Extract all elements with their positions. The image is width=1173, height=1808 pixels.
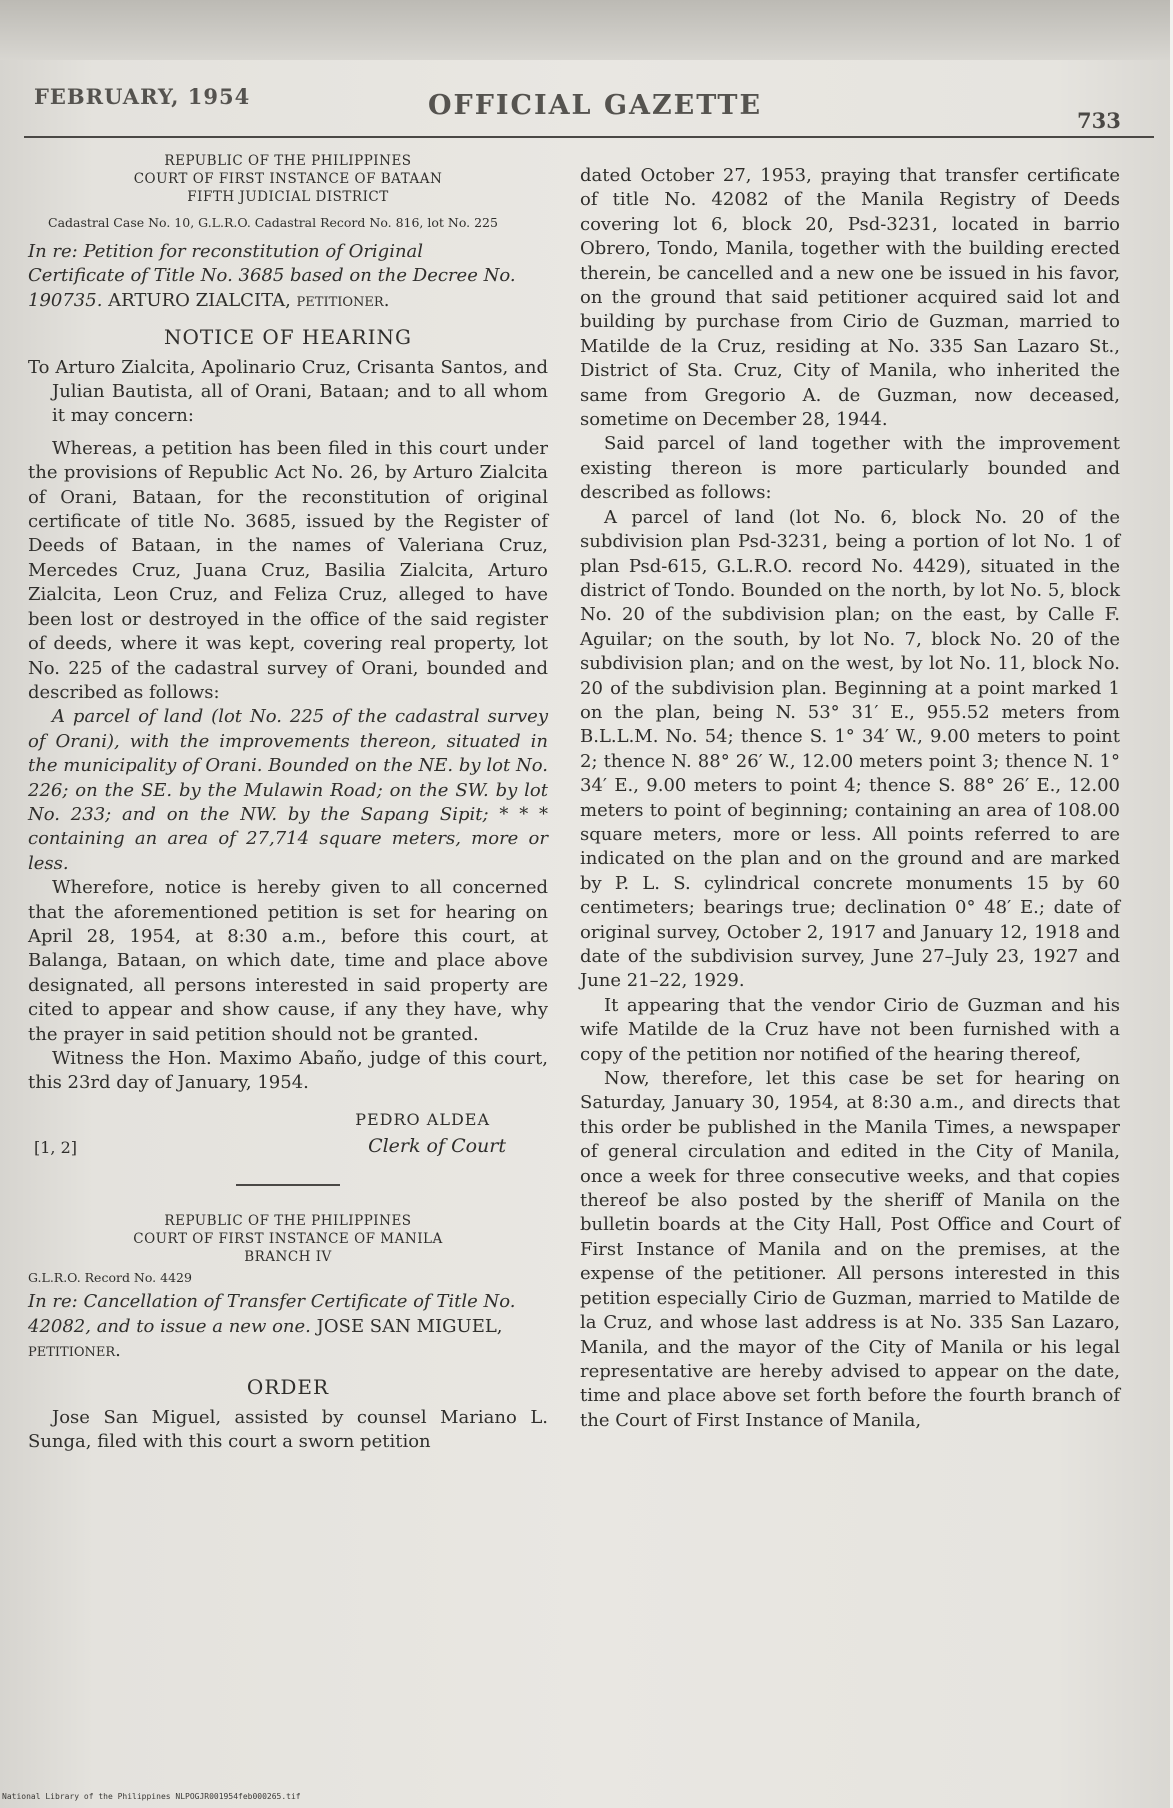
notice-address: To Arturo Zialcita, Apolinario Cruz, Crisanta Santos, and Julian Bautista, all of Orani, Bataan; and to all whom it may concern: <box>28 356 548 427</box>
petitioner: JOSE SAN MIGUEL, petitioner. <box>28 1315 503 1362</box>
header-rule <box>24 136 1154 138</box>
in-re-text: In re: Petition for reconstitution of Original Certificate of Title No. 3685 based on the Decree No. 190735. <box>28 241 516 311</box>
left-column <box>28 152 548 1455</box>
section-divider <box>236 1184 340 1186</box>
in-re-caption <box>28 1290 548 1363</box>
body-paragraph: Witness the Hon. Maximo Abaño, judge of this court, this 23rd day of January, 1954. <box>28 1048 548 1094</box>
body-paragraph: Whereas, a petition has been filed in this court under the provisions of Republic Act No. 26, by Arturo Zialcita of Orani, Bataan, for the reconstitution of original certificate of title No. 3685, issued by the Register of Deeds of Bataan, in the names of Valeriana Cruz, Mercedes Cruz, Juana Cruz, Basilia Zialcita, Arturo Zialcita, Leon Cruz, and Feliza Cruz, alleged to have been lost or destroyed in the office of the said register of deeds, where it was kept, covering real property, lot No. 225 of the cadastral survey of Orani, bounded and described as follows: <box>28 437 548 703</box>
body-paragraph: Jose San Miguel, assisted by counsel Mariano L. Sunga, filed with this court a sworn petition <box>28 1406 548 1453</box>
header-title: OFFICIAL GAZETTE <box>428 90 763 121</box>
court-line: REPUBLIC OF THE PHILIPPINES <box>164 1212 412 1229</box>
page-number: 733 <box>1077 108 1121 133</box>
right-column <box>580 164 1120 1433</box>
petitioner: ARTURO ZIALCITA, petitioner. <box>108 289 390 311</box>
publication-reference: [1, 2] <box>34 1137 78 1157</box>
signature-block <box>28 1108 548 1168</box>
body-paragraph: Now, therefore, let this case be set for hearing on Saturday, January 30, 1954, at 8:30 a.m., and directs that this order be published in the Manila Times, a newspaper of general circulation and edited in the City of Manila, once a week for three consecutive weeks, and that copies thereof be also posted by the sheriff of Manila on the bulletin boards at the City Hall, Post Office and Court of First Instance of Manila and on the premises, at the expense of the petitioner. All persons interested in this petition especially Cirio de Guzman, married to Matilde de la Cruz, and whose last address is at No. 335 San Lazaro, Manila, and the mayor of the City of Manila or his legal representative are hereby advised to appear on the date, time and place above set forth before the fourth branch of the Court of First Instance of Manila, <box>580 1068 1120 1431</box>
court-line: REPUBLIC OF THE PHILIPPINES <box>164 153 412 169</box>
scan-top-shadow <box>0 0 1173 60</box>
court-line: COURT OF FIRST INSTANCE OF MANILA <box>133 1230 443 1247</box>
court-line: COURT OF FIRST INSTANCE OF BATAAN <box>133 171 443 187</box>
notice-title: NOTICE OF HEARING <box>164 325 412 350</box>
in-re-caption <box>28 240 548 313</box>
case-reference: Cadastral Case No. 10, G.L.R.O. Cadastral Record No. 816, lot No. 225 <box>48 215 498 230</box>
record-number: G.L.R.O. Record No. 4429 <box>28 1269 192 1285</box>
body-paragraph: Said parcel of land together with the improvement existing thereon is more particularly bounded and described as follows: <box>580 433 1120 504</box>
body-paragraph: Wherefore, notice is hereby given to all concerned that the aforementioned petition is set for hearing on April 28, 1954, at 8:30 a.m., before this court, at Balanga, Bataan, on which date, time and place above designated, all persons interested in said property are cited to appear and show cause, if any they have, why the prayer in said petition should not be granted. <box>28 877 548 1045</box>
court-line: FIFTH JUDICIAL DISTRICT <box>187 189 389 205</box>
body-paragraph: A parcel of land (lot No. 225 of the cadastral survey of Orani), with the improvements thereon, situated in the municipality of Orani. Bounded on the NE. by lot No. 226; on the SE. by the Mulawin Road; on the SW. by lot No. 233; and on the NW. by the Sapang Sipit; * * * containing an area of 27,714 square meters, more or less. <box>28 706 548 874</box>
signer-title: Clerk of Court <box>368 1134 506 1157</box>
body-paragraph: A parcel of land (lot No. 6, block No. 20 of the subdivision plan Psd-3231, being a portion of lot No. 1 of plan Psd-615, G.L.R.O. record No. 4429), situated in the district of Tondo. Bounded on the north, by lot No. 5, block No. 20 of the subdivision plan; on the east, by Calle F. Aguilar; on the south, by lot No. 7, block No. 20 of the subdivision plan; and on the west, by lot No. 11, block No. 20 of the subdivision plan. Beginning at a point marked 1 on the plan, being N. 53° 31′ E., 955.52 meters from B.L.L.M. No. 54; thence S. 1° 34′ W., 9.00 meters to point 2; thence N. 88° 26′ W., 12.00 meters point 3; thence N. 1° 34′ E., 9.00 meters to point 4; thence S. 88° 26′ E., 12.00 meters to point of beginning; containing an area of 108.00 square meters, more or less. All points referred to are indicated on the plan and on the ground and are marked by P. L. S. cylindrical concrete monuments 15 by 60 centimeters; bearings true; declination 0° 48′ E.; date of original survey, October 2, 1917 and January 12, 1918 and date of the subdivision survey, June 27–July 23, 1927 and June 21–22, 1929. <box>580 506 1120 992</box>
body-paragraph: It appearing that the vendor Cirio de Guzman and his wife Matilde de la Cruz have not been furnished with a copy of the petition nor notified of the hearing thereof, <box>580 994 1120 1065</box>
court-line: BRANCH IV <box>244 1248 332 1265</box>
signer-name: PEDRO ALDEA <box>355 1109 490 1129</box>
scan-footer: National Library of the Philippines NLPOGJR001954feb000265.tif <box>2 1792 301 1801</box>
order-title: ORDER <box>246 1375 330 1400</box>
header-date: FEBRUARY, 1954 <box>34 84 251 109</box>
body-paragraph: dated October 27, 1953, praying that transfer certificate of title No. 42082 of the Manila Registry of Deeds covering lot 6, block 20, Psd-3231, located in barrio Obrero, Tondo, Manila, together with the building erected therein, be cancelled and a new one be issued in his favor, on the ground that said petitioner acquired said lot and building by purchase from Cirio de Guzman, married to Matilde de la Cruz, residing at No. 335 San Lazaro St., District of Sta. Cruz, City of Manila, who inherited the same from Gregorio A. de Guzman, now deceased, sometime on December 28, 1944. <box>580 165 1120 431</box>
in-re-text: In re: Cancellation of Transfer Certificate of Title No. 42082, and to issue a new one. <box>28 1291 516 1337</box>
